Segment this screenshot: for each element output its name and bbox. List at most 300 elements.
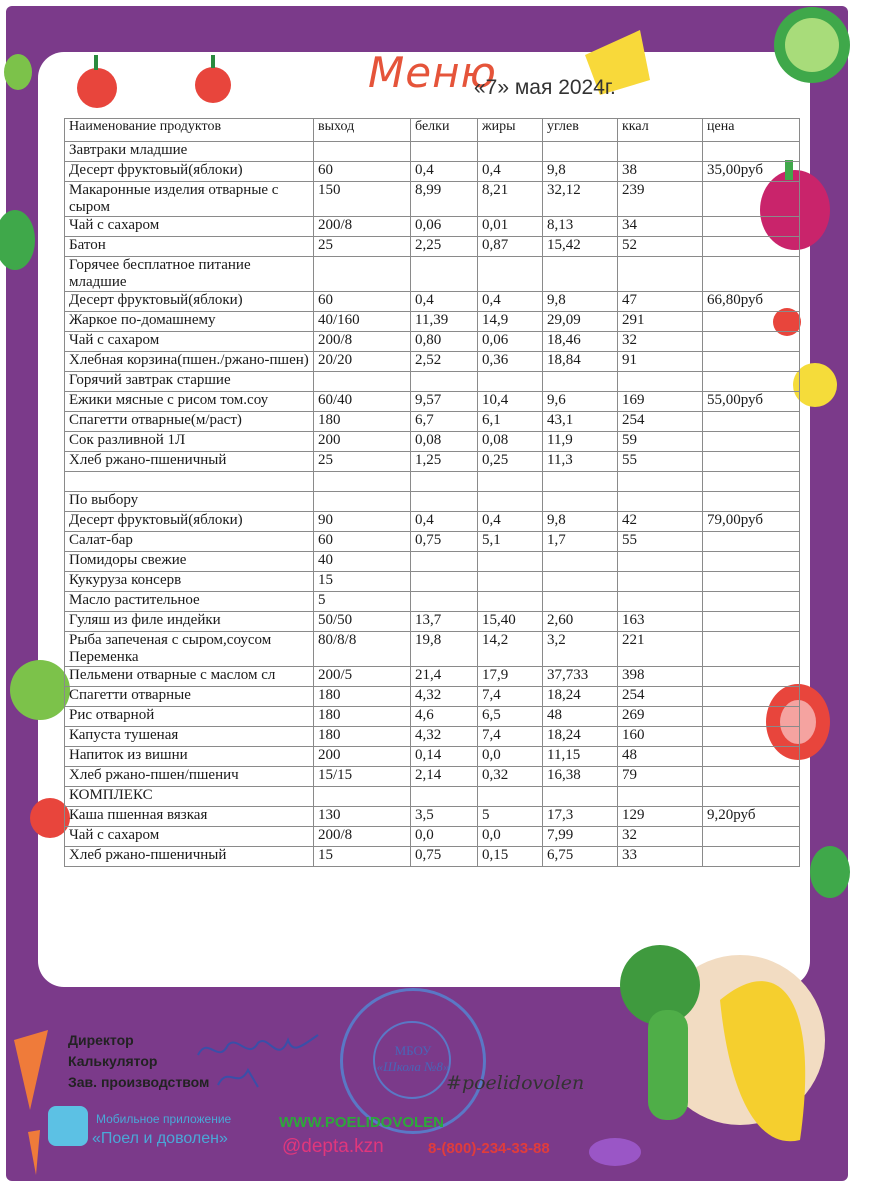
price-cell [703, 142, 800, 162]
empty-cell [618, 372, 703, 392]
section-row [65, 492, 800, 512]
price-cell [703, 687, 800, 707]
empty-cell [543, 492, 618, 512]
leaf-top-left-icon [4, 54, 32, 90]
cell-output: 20/20 [314, 352, 411, 372]
cell-carbs [543, 572, 618, 592]
school-stamp [340, 988, 486, 1134]
price-cell [703, 572, 800, 592]
table-row [65, 687, 800, 707]
cell-carbs [543, 592, 618, 612]
table-row [65, 432, 800, 452]
cell-protein: 4,32 [411, 727, 478, 747]
cell-protein: 2,52 [411, 352, 478, 372]
col-header-name: Наименование продуктов [65, 119, 314, 142]
cell-fat: 0,25 [478, 452, 543, 472]
menu-date: «7» мая 2024г. [474, 76, 616, 99]
cell-kcal: 32 [618, 332, 703, 352]
empty-cell [543, 787, 618, 807]
cell-protein: 0,4 [411, 162, 478, 182]
cell-protein: 4,6 [411, 707, 478, 727]
empty-cell [314, 257, 411, 292]
cell-kcal [618, 572, 703, 592]
empty-cell [478, 472, 543, 492]
dish-name: Помидоры свежие [65, 552, 314, 572]
cell-protein [411, 552, 478, 572]
tomato-right-icon [195, 55, 231, 103]
table-row [65, 667, 800, 687]
price-cell: 66,80руб [703, 292, 800, 312]
empty-cell [411, 257, 478, 292]
cell-protein: 0,75 [411, 532, 478, 552]
cell-kcal: 269 [618, 707, 703, 727]
price-cell [703, 532, 800, 552]
stamp-line1: МБОУ [394, 1043, 432, 1058]
dish-name: Батон [65, 237, 314, 257]
empty-cell [543, 142, 618, 162]
empty-cell [703, 472, 800, 492]
col-header-fat: жиры [478, 119, 543, 142]
cell-kcal: 47 [618, 292, 703, 312]
price-cell [703, 847, 800, 867]
cell-fat: 0,01 [478, 217, 543, 237]
dish-name: Масло растительное [65, 592, 314, 612]
cell-fat: 0,0 [478, 747, 543, 767]
cell-output: 200/5 [314, 667, 411, 687]
cell-fat: 8,21 [478, 182, 543, 217]
price-cell [703, 217, 800, 237]
cell-output: 15/15 [314, 767, 411, 787]
cell-carbs: 11,3 [543, 452, 618, 472]
stamp-line2: «Школа №8» [376, 1059, 450, 1074]
phone-number[interactable]: 8-(800)-234-33-88 [428, 1140, 550, 1157]
cell-protein: 2,25 [411, 237, 478, 257]
cell-kcal: 221 [618, 632, 703, 667]
section-row [65, 372, 800, 392]
cell-protein: 0,4 [411, 512, 478, 532]
cell-fat: 17,9 [478, 667, 543, 687]
dish-name: Спагетти отварные(м/раст) [65, 412, 314, 432]
cell-output: 180 [314, 707, 411, 727]
handwritten-signature [188, 1025, 328, 1095]
table-row [65, 847, 800, 867]
cell-kcal: 129 [618, 807, 703, 827]
cell-protein: 0,75 [411, 847, 478, 867]
cell-kcal: 398 [618, 667, 703, 687]
table-row [65, 452, 800, 472]
cell-output: 15 [314, 572, 411, 592]
empty-cell [478, 257, 543, 292]
price-cell [703, 352, 800, 372]
cell-carbs: 15,42 [543, 237, 618, 257]
price-cell [703, 492, 800, 512]
dish-name: Гуляш из филе индейки [65, 612, 314, 632]
cell-kcal [618, 552, 703, 572]
cell-output: 25 [314, 237, 411, 257]
table-row [65, 512, 800, 532]
price-cell: 55,00руб [703, 392, 800, 412]
price-cell [703, 747, 800, 767]
section-title: Завтраки младшие [65, 142, 314, 162]
cell-kcal: 91 [618, 352, 703, 372]
instagram-link[interactable]: @depta.kzn [282, 1136, 384, 1157]
dish-name: Напиток из вишни [65, 747, 314, 767]
price-cell [703, 707, 800, 727]
table-row [65, 292, 800, 312]
cell-fat: 0,4 [478, 512, 543, 532]
cell-output: 180 [314, 727, 411, 747]
cell-protein: 21,4 [411, 667, 478, 687]
table-row [65, 592, 800, 612]
cell-kcal: 32 [618, 827, 703, 847]
cell-fat: 6,5 [478, 707, 543, 727]
cucumber-icon [774, 7, 850, 83]
dish-name: Чай с сахаром [65, 332, 314, 352]
col-header-protein: белки [411, 119, 478, 142]
cell-fat: 0,4 [478, 162, 543, 182]
empty-cell [411, 372, 478, 392]
cell-carbs: 11,9 [543, 432, 618, 452]
cell-protein [411, 592, 478, 612]
cell-kcal: 38 [618, 162, 703, 182]
dish-name: Хлеб ржано-пшеничный [65, 847, 314, 867]
empty-cell [411, 142, 478, 162]
cell-output: 80/8/8 [314, 632, 411, 667]
cell-output: 180 [314, 412, 411, 432]
tomato-left-icon [77, 55, 117, 108]
cell-fat: 0,15 [478, 847, 543, 867]
leaf-left-icon [0, 210, 35, 270]
cell-fat: 0,06 [478, 332, 543, 352]
signature-director: Директор [68, 1032, 134, 1048]
dish-name: Сок разливной 1Л [65, 432, 314, 452]
cell-fat: 7,4 [478, 687, 543, 707]
price-cell [703, 592, 800, 612]
table-row [65, 237, 800, 257]
price-cell [703, 237, 800, 257]
cell-output: 60 [314, 162, 411, 182]
app-name[interactable]: «Поел и доволен» [92, 1130, 228, 1147]
empty-cell [314, 142, 411, 162]
cell-protein: 0,0 [411, 827, 478, 847]
cell-fat: 0,0 [478, 827, 543, 847]
cell-kcal: 48 [618, 747, 703, 767]
price-cell [703, 727, 800, 747]
menu-title: Меню [368, 48, 497, 97]
cell-fat: 10,4 [478, 392, 543, 412]
section-row [65, 787, 800, 807]
table-row [65, 827, 800, 847]
section-row [65, 142, 800, 162]
cell-fat: 14,2 [478, 632, 543, 667]
cell-protein: 9,57 [411, 392, 478, 412]
dish-name: Капуста тушеная [65, 727, 314, 747]
cell-carbs: 17,3 [543, 807, 618, 827]
price-cell: 79,00руб [703, 512, 800, 532]
signature-calculator: Калькулятор [68, 1053, 158, 1069]
cell-protein: 19,8 [411, 632, 478, 667]
dish-name: Каша пшенная вязкая [65, 807, 314, 827]
cell-kcal: 79 [618, 767, 703, 787]
cell-kcal: 55 [618, 452, 703, 472]
cell-protein [411, 572, 478, 592]
price-cell [703, 332, 800, 352]
cell-protein: 6,7 [411, 412, 478, 432]
cell-carbs: 9,6 [543, 392, 618, 412]
cell-protein: 8,99 [411, 182, 478, 217]
empty-cell [543, 372, 618, 392]
dish-name: Хлебная корзина(пшен./ржано-пшен) [65, 352, 314, 372]
cell-fat: 15,40 [478, 612, 543, 632]
cell-protein: 3,5 [411, 807, 478, 827]
table-row [65, 707, 800, 727]
menu-table [64, 118, 800, 867]
price-cell [703, 632, 800, 667]
table-row [65, 727, 800, 747]
cell-protein: 4,32 [411, 687, 478, 707]
broccoli-banana-icon [620, 945, 825, 1141]
cell-fat: 0,4 [478, 292, 543, 312]
section-title: КОМПЛЕКС [65, 787, 314, 807]
footer-organization: АО«Департамент продовольствия и социального питания г.Казани» [150, 1178, 623, 1195]
cell-protein: 1,25 [411, 452, 478, 472]
cell-output: 130 [314, 807, 411, 827]
cell-output: 60 [314, 532, 411, 552]
price-cell [703, 612, 800, 632]
cell-carbs: 7,99 [543, 827, 618, 847]
empty-cell [618, 142, 703, 162]
dish-name: Пельмени отварные с маслом сл [65, 667, 314, 687]
price-cell [703, 787, 800, 807]
table-row [65, 352, 800, 372]
price-cell [703, 827, 800, 847]
app-caption: Мобильное приложение [96, 1112, 232, 1126]
table-row [65, 612, 800, 632]
cell-carbs: 3,2 [543, 632, 618, 667]
cell-carbs: 9,8 [543, 162, 618, 182]
cell-carbs: 37,733 [543, 667, 618, 687]
cell-protein: 0,14 [411, 747, 478, 767]
cell-carbs: 18,46 [543, 332, 618, 352]
dish-name: Макаронные изделия отварные с сыром [65, 182, 314, 217]
cell-fat: 0,08 [478, 432, 543, 452]
cell-fat: 0,36 [478, 352, 543, 372]
cell-carbs: 2,60 [543, 612, 618, 632]
cell-fat [478, 592, 543, 612]
cell-fat: 0,87 [478, 237, 543, 257]
empty-cell [618, 472, 703, 492]
cell-output: 60 [314, 292, 411, 312]
cell-kcal: 254 [618, 412, 703, 432]
cell-kcal: 34 [618, 217, 703, 237]
cell-carbs: 9,8 [543, 512, 618, 532]
empty-cell [478, 787, 543, 807]
section-title: Горячий завтрак старшие [65, 372, 314, 392]
col-header-price: цена [703, 119, 800, 142]
app-logo-icon[interactable] [48, 1106, 88, 1146]
cell-carbs: 18,24 [543, 687, 618, 707]
cell-fat [478, 572, 543, 592]
cell-protein: 11,39 [411, 312, 478, 332]
dish-name: Рыба запеченая с сыром,соусом Переменка [65, 632, 314, 667]
cell-output: 200/8 [314, 827, 411, 847]
apple-icon [10, 660, 70, 720]
candy-icon [589, 1138, 641, 1166]
empty-cell [411, 787, 478, 807]
price-cell [703, 372, 800, 392]
empty-cell [411, 472, 478, 492]
dish-name: Рис отварной [65, 707, 314, 727]
cell-carbs: 11,15 [543, 747, 618, 767]
cell-carbs: 16,38 [543, 767, 618, 787]
hashtag: #poelidovolen [446, 1072, 585, 1094]
cell-carbs: 1,7 [543, 532, 618, 552]
table-row [65, 552, 800, 572]
dish-name: Жаркое по-домашнему [65, 312, 314, 332]
cell-fat: 7,4 [478, 727, 543, 747]
cell-carbs: 6,75 [543, 847, 618, 867]
table-row [65, 332, 800, 352]
cell-fat: 6,1 [478, 412, 543, 432]
table-row [65, 182, 800, 217]
cell-kcal: 33 [618, 847, 703, 867]
cell-carbs: 9,8 [543, 292, 618, 312]
blank-row [65, 472, 800, 492]
col-header-carbs: углев [543, 119, 618, 142]
cell-kcal: 160 [618, 727, 703, 747]
cell-output: 200/8 [314, 332, 411, 352]
dish-name: Чай с сахаром [65, 217, 314, 237]
empty-cell [314, 787, 411, 807]
cell-kcal: 239 [618, 182, 703, 217]
cell-protein: 0,4 [411, 292, 478, 312]
table-row [65, 392, 800, 412]
price-cell: 35,00руб [703, 162, 800, 182]
signature-production: Зав. производством [68, 1074, 210, 1090]
price-cell [703, 432, 800, 452]
cell-carbs: 43,1 [543, 412, 618, 432]
leaf-right-icon [810, 846, 850, 898]
cell-output: 15 [314, 847, 411, 867]
price-cell [703, 452, 800, 472]
cell-kcal: 55 [618, 532, 703, 552]
cell-fat: 5 [478, 807, 543, 827]
dish-name: Салат-бар [65, 532, 314, 552]
price-cell [703, 312, 800, 332]
cell-kcal: 52 [618, 237, 703, 257]
cell-protein: 13,7 [411, 612, 478, 632]
dish-name: Спагетти отварные [65, 687, 314, 707]
table-row [65, 807, 800, 827]
cell-kcal: 169 [618, 392, 703, 412]
cell-kcal [618, 592, 703, 612]
col-header-kcal: ккал [618, 119, 703, 142]
empty-cell [543, 257, 618, 292]
empty-cell [411, 492, 478, 512]
empty-cell [478, 492, 543, 512]
dish-name: Хлеб ржано-пшеничный [65, 452, 314, 472]
empty-cell [65, 472, 314, 492]
cell-kcal: 291 [618, 312, 703, 332]
section-title: Горячее бесплатное питание младшие [65, 257, 314, 292]
empty-cell [314, 472, 411, 492]
cell-output: 40 [314, 552, 411, 572]
empty-cell [618, 492, 703, 512]
empty-cell [314, 492, 411, 512]
cell-output: 90 [314, 512, 411, 532]
empty-cell [478, 142, 543, 162]
cell-output: 180 [314, 687, 411, 707]
price-cell [703, 767, 800, 787]
section-title: По выбору [65, 492, 314, 512]
table-row [65, 412, 800, 432]
table-header-row [65, 119, 800, 142]
price-cell [703, 182, 800, 217]
price-cell [703, 667, 800, 687]
cell-output: 25 [314, 452, 411, 472]
table-row [65, 217, 800, 237]
table-row [65, 532, 800, 552]
dish-name: Хлеб ржано-пшен/пшенич [65, 767, 314, 787]
cell-carbs [543, 552, 618, 572]
empty-cell [478, 372, 543, 392]
cell-carbs: 18,84 [543, 352, 618, 372]
cell-output: 50/50 [314, 612, 411, 632]
carrot-icon [14, 1030, 48, 1175]
table-row [65, 747, 800, 767]
cell-fat: 5,1 [478, 532, 543, 552]
dish-name: Десерт фруктовый(яблоки) [65, 512, 314, 532]
price-cell [703, 552, 800, 572]
dish-name: Ежики мясные с рисом том.соу [65, 392, 314, 412]
table-row [65, 632, 800, 667]
cell-output: 150 [314, 182, 411, 217]
cell-protein: 2,14 [411, 767, 478, 787]
dish-name: Чай с сахаром [65, 827, 314, 847]
table-row [65, 312, 800, 332]
cell-carbs: 48 [543, 707, 618, 727]
cell-carbs: 18,24 [543, 727, 618, 747]
table-row [65, 162, 800, 182]
website-link[interactable]: WWW.POELIDOVOLEN [279, 1114, 444, 1131]
menu-body [65, 142, 800, 867]
dish-name: Кукуруза консерв [65, 572, 314, 592]
empty-cell [618, 787, 703, 807]
cell-carbs: 8,13 [543, 217, 618, 237]
cell-protein: 0,06 [411, 217, 478, 237]
cell-output: 40/160 [314, 312, 411, 332]
price-cell: 9,20руб [703, 807, 800, 827]
table-row [65, 572, 800, 592]
cell-output: 200/8 [314, 217, 411, 237]
cell-output: 200 [314, 747, 411, 767]
cell-output: 60/40 [314, 392, 411, 412]
empty-cell [543, 472, 618, 492]
cell-kcal: 254 [618, 687, 703, 707]
cell-fat: 14,9 [478, 312, 543, 332]
price-cell [703, 257, 800, 292]
cell-output: 5 [314, 592, 411, 612]
cell-protein: 0,08 [411, 432, 478, 452]
cell-protein: 0,80 [411, 332, 478, 352]
section-row [65, 257, 800, 292]
cell-fat: 0,32 [478, 767, 543, 787]
price-cell [703, 412, 800, 432]
cell-kcal: 42 [618, 512, 703, 532]
table-row [65, 767, 800, 787]
empty-cell [314, 372, 411, 392]
cell-carbs: 29,09 [543, 312, 618, 332]
